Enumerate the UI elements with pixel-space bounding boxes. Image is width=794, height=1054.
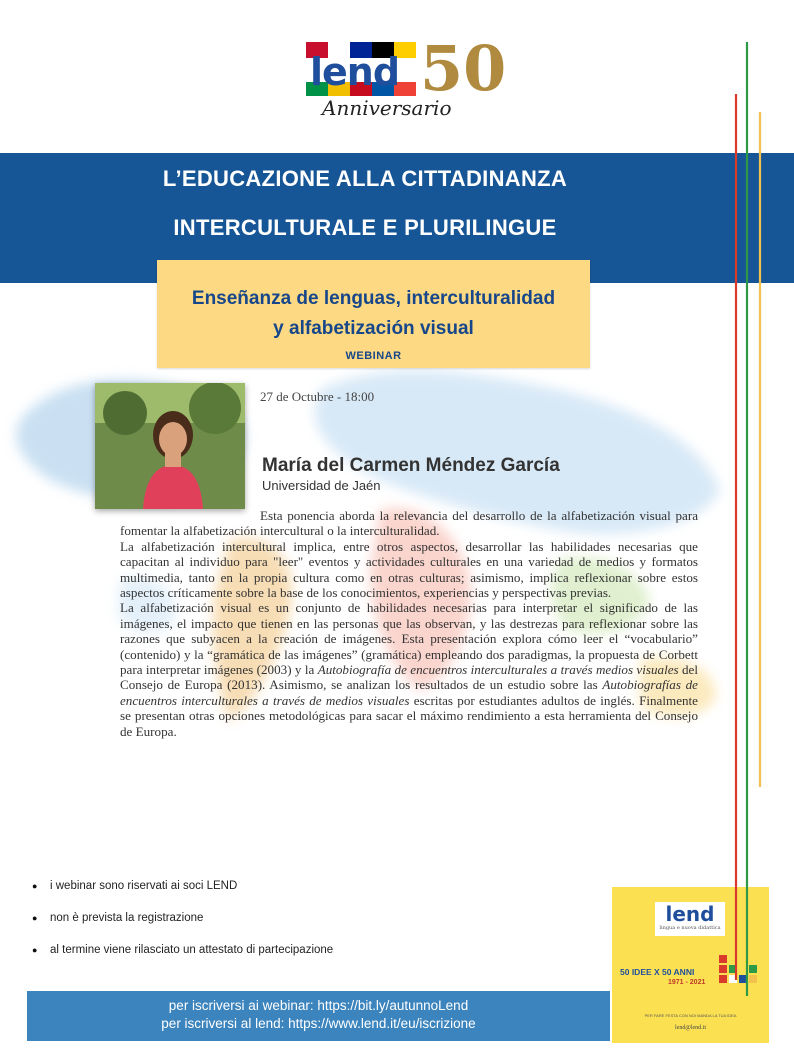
speaker-portrait-icon [95, 383, 245, 509]
lend-50-anniversary-logo [302, 32, 507, 132]
promo-years: 1971 - 2021 [668, 979, 706, 986]
webinar-registration-link[interactable]: per iscriversi ai webinar: https://bit.ly/autunnoLend [168, 998, 469, 1013]
abstract-paragraph-1: Esta ponencia aborda la relevancia del desarrollo de la alfabetización visual para fomentar la alfabetización intercultural o la interculturalidad. [120, 508, 698, 539]
event-type-label: WEBINAR [345, 350, 402, 362]
promo-logo [655, 902, 725, 936]
logo-word: lend [310, 50, 400, 94]
speaker-photo [95, 383, 245, 509]
anniversary-promo-card [612, 887, 769, 1043]
registration-footer [27, 991, 610, 1041]
logo-number: 50 [420, 32, 507, 105]
notes-list [32, 878, 333, 974]
abstract-paragraph-3 [120, 600, 698, 739]
event-title-box [157, 260, 590, 368]
speaker-name: María del Carmen Méndez García [262, 455, 560, 476]
note-item: ● non è prevista la registrazione [32, 910, 333, 942]
promo-logo-tagline: lingua e nuova didattica [659, 925, 721, 931]
promo-tagline: PER FARE FESTA CON NOI MANDA LA TUA IDEA [644, 1013, 737, 1018]
abstract-paragraph-2: La alfabetización intercultural implica, entre otros aspectos, desarrollar las habilidades necesarias que capacitan al individuo para "leer" eventos y actividades culturales en una variedad de medios y formatos multimedia, tanto en la propia cultura como en otras culturas; asimismo, implica reflexionar sobre estos aspectos críticamente sobre la base de los conocimientos, experiencias y perspectivas previas. [120, 538, 698, 601]
colored-blocks-icon [717, 947, 767, 987]
note-item: ● al termine viene rilasciato un attestato di partecipazione [32, 942, 333, 974]
event-title-line1: Enseñanza de lenguas, interculturalidad [191, 288, 556, 309]
abstract-text [120, 508, 698, 739]
abstract-p3-italic-1: Autobiografía de encuentros interculturales a través medios visuales [317, 662, 679, 678]
banner-title-line1: L’EDUCAZIONE ALLA CITTADINANZA [162, 166, 568, 191]
note-item: ● i webinar sono riservati ai soci LEND [32, 878, 333, 910]
event-title-line2: y alfabetización visual [273, 318, 474, 339]
abstract-p3-part-a: La alfabetización visual es un conjunto de habilidades necesarias para interpretar el significado de las imágenes, el impacto que tienen en las personas que las observan, y las destrezas para reflexionar sobre las razones que subyacen a la creación de imágenes. Esta presentación explora cómo leer el “vocabulario” (contenido) y la “gramática de las imágenes” (gramática) empleando dos paradigmas, la propuesta de Corbett para interpretar imágenes (2003) y la [120, 600, 698, 678]
abstract-p3-part-b: del Consejo de Europa (2013). Asimismo, se analizan los resultados de un estudio sobre las [120, 662, 698, 693]
speaker-affiliation: Universidad de Jaén [262, 478, 381, 493]
banner-title-line2: INTERCULTURALE E PLURILINGUE [173, 215, 557, 240]
abstract-p3-italic-2: Autobiografías de encuentros interculturales a través de medios visuales [120, 677, 698, 708]
event-date: 27 de Octubre - 18:00 [260, 389, 375, 404]
lend-registration-link[interactable]: per iscriversi al lend: https://www.lend.it/eu/iscrizione [161, 1016, 476, 1031]
promo-headline: 50 IDEE X 50 ANNI [620, 967, 695, 977]
abstract-p3-part-c: escritas por estudiantes adultos de inglés. Finalmente se presentan otras opciones metodológicas para sacar el máximo rendimiento a esta herramienta del Consejo de Europa. [120, 692, 698, 739]
promo-email[interactable]: lend@lend.it [674, 1025, 707, 1031]
logo-script-text: Anniversario [322, 96, 452, 120]
promo-logo-word: lend [665, 902, 715, 926]
